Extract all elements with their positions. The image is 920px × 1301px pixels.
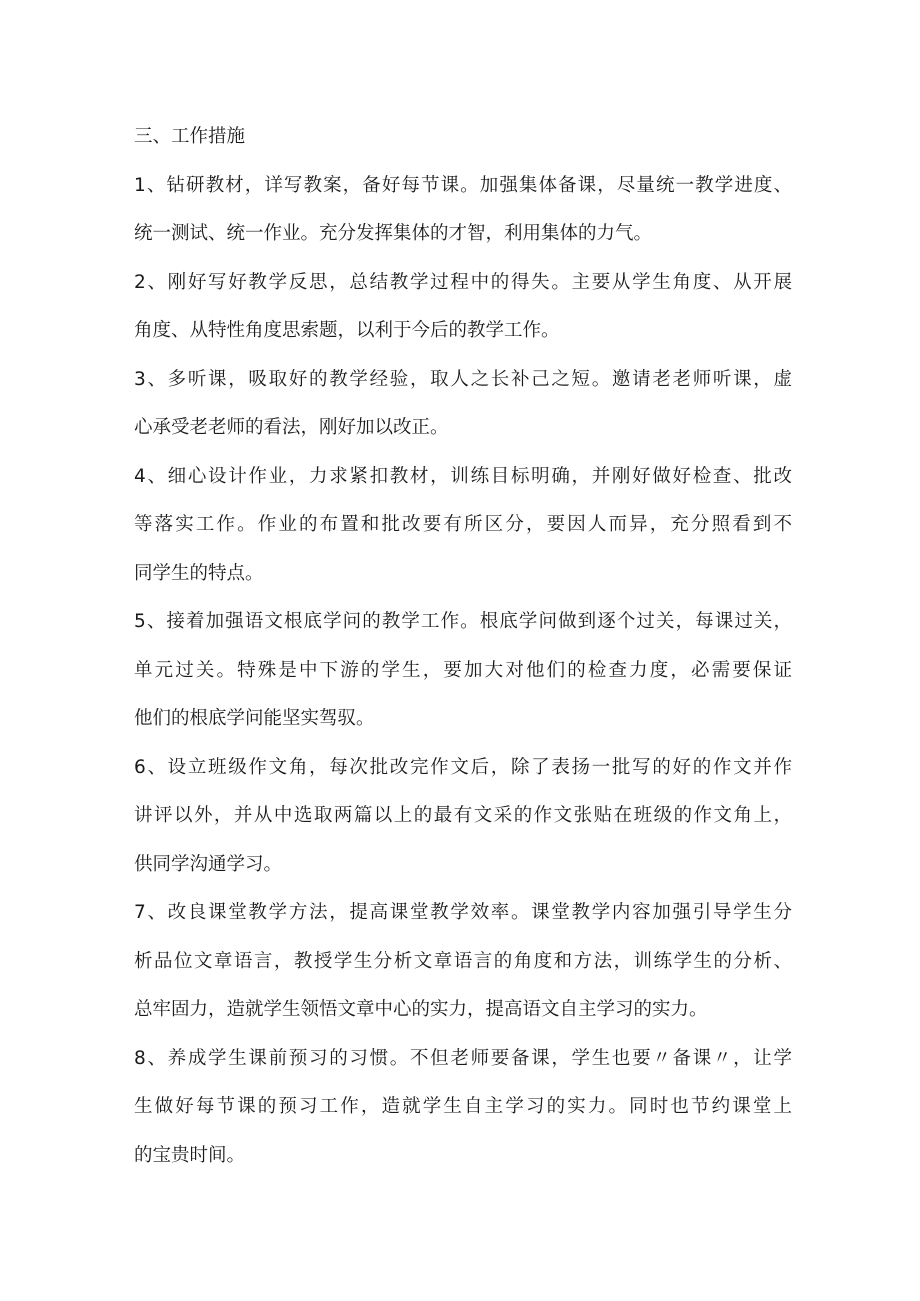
paragraph-line: 单元过关。特殊是中下游的学生，要加大对他们的检查力度，必需要保证	[134, 659, 792, 681]
paragraph-line: 角度、从特性角度思索题，以利于今后的教学工作。	[134, 320, 560, 341]
paragraph-line: 8、养成学生课前预习的习惯。不但老师要备课，学生也要〃备课〃，让学	[134, 1047, 792, 1069]
list-item	[134, 356, 792, 453]
paragraph-line: 的宝贵时间。	[134, 1144, 246, 1166]
list-item	[134, 1035, 792, 1181]
paragraph-line: 供同学沟通学习。	[134, 853, 283, 875]
paragraph-line: 1、钻研教材，详写教案，备好每节课。加强集体备课，尽量统一教学进度、	[134, 174, 792, 196]
paragraph-line: 总牢固力，造就学生领悟文章中心的实力，提高语文自主学习的实力。	[134, 999, 708, 1020]
paragraph-line: 7、改良课堂教学方法，提高课堂教学效率。课堂教学内容加强引导学生分	[134, 902, 792, 923]
paragraph-line: 析品位文章语言，教授学生分析文章语言的角度和方法，训练学生的分析、	[134, 950, 792, 972]
list-item	[134, 453, 792, 599]
paragraph-line: 等落实工作。作业的布置和批改要有所区分，要因人而异，充分照看到不	[134, 514, 792, 535]
paragraph-line: 4、细心设计作业，力求紧扣教材，训练目标明确，并刚好做好检查、批改	[134, 465, 792, 487]
list-item	[134, 162, 792, 259]
paragraph-line: 讲评以外，并从中选取两篇以上的最有文采的作文张贴在班级的作文角上，	[134, 805, 792, 826]
section-heading: 三、工作措施	[134, 126, 246, 147]
paragraph-line: 6、设立班级作文角，每次批改完作文后，除了表扬一批写的好的作文并作	[134, 756, 792, 778]
paragraph-line: 统一测试、统一作业。充分发挥集体的才智，利用集体的力气。	[134, 223, 653, 244]
paragraph-line: 2、刚好写好教学反思，总结教学过程中的得失。主要从学生角度、从开展	[134, 271, 792, 293]
paragraph-line: 生做好每节课的预习工作，造就学生自主学习的实力。同时也节约课堂上	[134, 1096, 792, 1117]
list-item	[134, 598, 792, 744]
list-item	[134, 889, 792, 1035]
paragraph-line: 同学生的特点。	[134, 562, 264, 584]
paragraph-line: 他们的根底学问能坚实驾驭。	[134, 708, 375, 729]
list-item	[134, 259, 792, 356]
list-item	[134, 744, 792, 890]
paragraph-line: 3、多听课，吸取好的教学经验，取人之长补己之短。邀请老老师听课，虚	[134, 368, 792, 390]
paragraph-line: 心承受老老师的看法，刚好加以改正。	[134, 417, 449, 438]
paragraph-line: 5、接着加强语文根底学问的教学工作。根底学问做到逐个过关，每课过关，	[134, 611, 792, 632]
